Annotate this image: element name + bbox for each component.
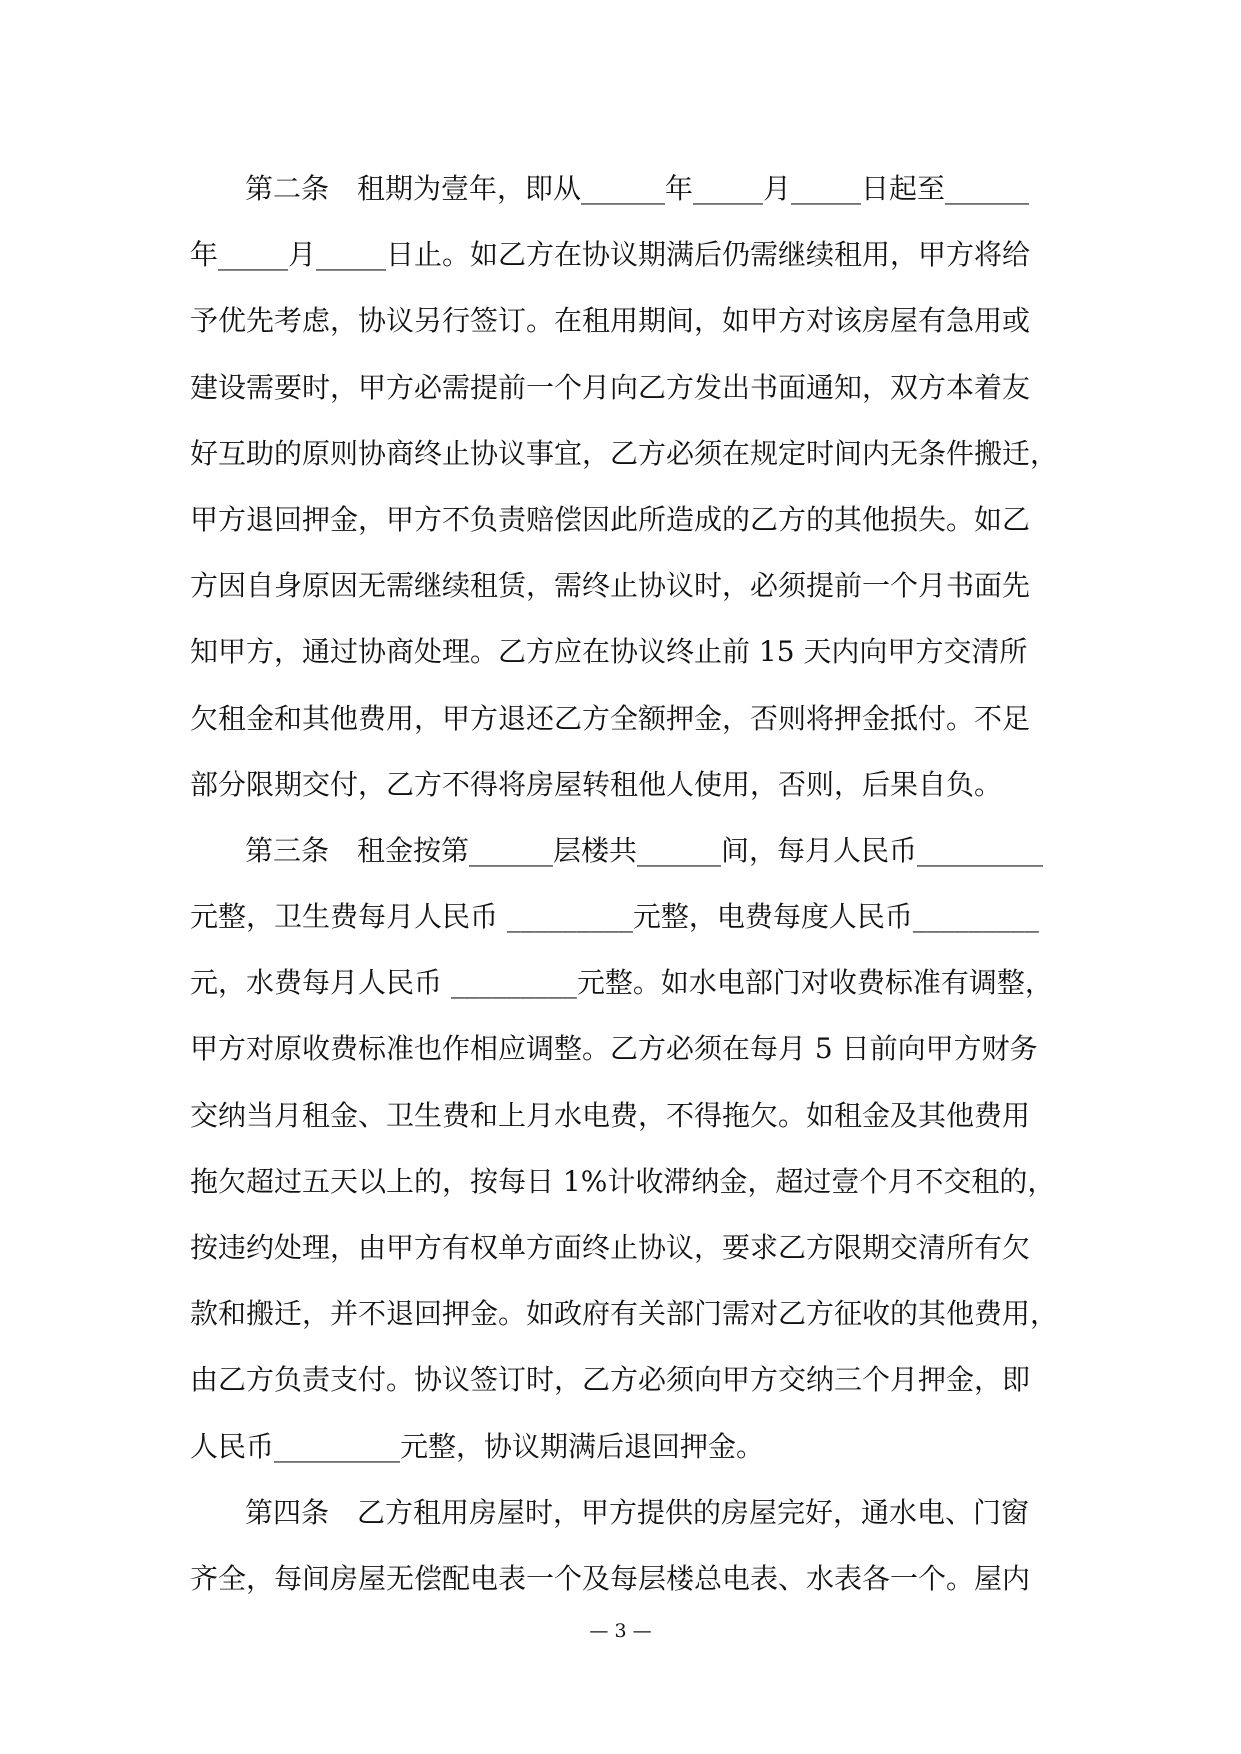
article-2-heading: 第二条 <box>245 172 330 205</box>
article-4-line-1 <box>190 1480 1058 1546</box>
article-3-line: 由乙方负责支付。协议签订时，乙方必须向甲方交纳三个月押金，即 <box>190 1363 1031 1397</box>
article-3-line: 交纳当月租金、卫生费和上月水电费，不得拖欠。如租金及其他费用 <box>190 1098 1031 1132</box>
article-3-text: 租金按第______层楼共______间，每月人民币_________ <box>357 833 1044 867</box>
article-2-line: 欠租金和其他费用，甲方退还乙方全额押金，否则将押金抵付。不足 <box>190 701 1031 735</box>
article-3-line: 元整，卫生费每月人民币 _________元整，电费每度人民币_________ <box>190 900 1039 934</box>
article-3-line: 款和搬迁，并不退回押金。如政府有关部门需对乙方征收的其他费用， <box>190 1297 1058 1331</box>
article-2-line: 知甲方，通过协商处理。乙方应在协议终止前 15 天内向甲方交清所 <box>190 635 1028 669</box>
article-2-line: 方因自身原因无需继续租赁，需终止协议时，必须提前一个月书面先 <box>190 569 1031 603</box>
article-2-line: 建设需要时，甲方必需提前一个月向乙方发出书面通知，双方本着友 <box>190 370 1031 404</box>
article-4-text: 乙方租用房屋时，甲方提供的房屋完好，通水电、门窗 <box>357 1495 1030 1529</box>
article-2-line: 甲方退回押金，甲方不负责赔偿因此所造成的乙方的其他损失。如乙 <box>190 502 1031 536</box>
article-2-line: 予优先考虑，协议另行签订。在租用期间，如甲方对该房屋有急用或 <box>190 304 1031 338</box>
article-4-line: 齐全，每间房屋无偿配电表一个及每层楼总电表、水表各一个。屋内 <box>190 1561 1031 1595</box>
article-3-line: 元，水费每月人民币 _________元整。如水电部门对收费标准有调整， <box>190 966 1053 1000</box>
document-body <box>190 156 1058 1612</box>
article-3-heading: 第三条 <box>245 833 330 867</box>
article-2-line: 好互助的原则协商终止协议事宜，乙方必须在规定时间内无条件搬迁， <box>190 436 1058 470</box>
article-2-text: 租期为壹年，即从______年_____月_____日起至______ <box>357 172 1030 205</box>
page-number: — 3 — <box>589 1620 652 1642</box>
article-4-heading: 第四条 <box>245 1495 330 1529</box>
article-3-line: 甲方对原收费标准也作相应调整。乙方必须在每月 5 日前向甲方财务 <box>190 1032 1038 1066</box>
article-3-line: 拖欠超过五天以上的，按每日 1%计收滞纳金，超过壹个月不交租的， <box>190 1164 1056 1198</box>
article-2-line: 年_____月_____日止。如乙方在协议期满后仍需继续租用，甲方将给 <box>190 238 1031 272</box>
article-3-line: 人民币_________元整，协议期满后退回押金。 <box>190 1429 765 1463</box>
article-2-line: 部分限期交付，乙方不得将房屋转租他人使用，否则，后果自负。 <box>190 767 1003 801</box>
article-3-line-1 <box>190 818 1058 884</box>
article-2-line-1 <box>190 156 1058 222</box>
article-3-line: 按违约处理，由甲方有权单方面终止协议，要求乙方限期交清所有欠 <box>190 1231 1031 1264</box>
